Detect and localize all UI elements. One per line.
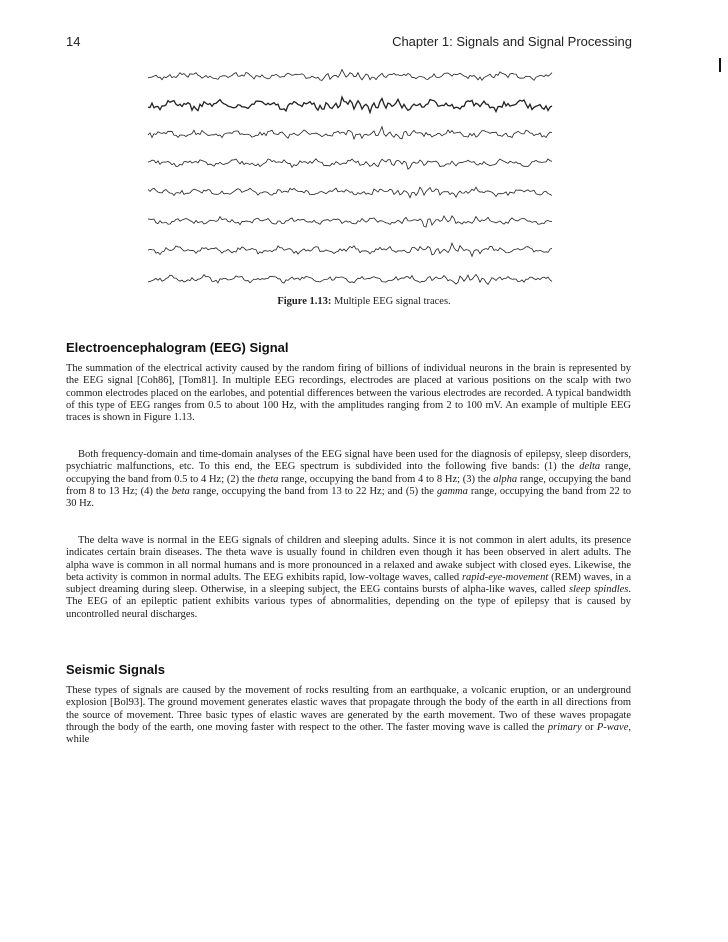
sleep-spindles-term: sleep spindles <box>568 584 629 596</box>
eeg-traces <box>140 64 560 296</box>
eeg-trace <box>148 187 552 198</box>
alpha-term: alpha <box>493 473 518 485</box>
eeg-paragraph-1: The summation of the electrical activity caused by the random firing of billions of individual neurons in the brain is represented by the EEG signal [Coh86], [Tom81]. In multiple EEG recordings, electrodes are placed at various positions on the scalp with two common electrodes placed on the earlobes, and potential differences between the various electrodes are recorded. A typical bandwidth of this type of EEG ranges from 0.5 to about 100 Hz, with the amplitudes ranging from 2 to 100 mV. An example of multiple EEG traces is shown in Figure 1.13. <box>66 363 631 424</box>
figure-caption-text: Multiple EEG signal traces. <box>331 296 451 307</box>
eeg-trace <box>148 216 552 227</box>
eeg-trace <box>148 127 552 139</box>
eeg-paragraph-2: Both frequency-domain and time-domain analyses of the EEG signal have been used for the diagnosis of epilepsy, sleep disorders, psychiatric malfunctions, etc. To this end, the EEG spectrum is subdivided into the following five bands: (1) the delta range, occupying the band from 0.5 to 4 Hz; (2) the theta range, occupying the band from 4 to 8 Hz; (3) the alpha range, occupying the band from 8 to 13 Hz; (4) the beta range, occupying the band from 13 to 22 Hz; and (5) the gamma range, occupying the band from 22 to 30 Hz. <box>66 449 631 510</box>
delta-term: delta <box>579 461 601 473</box>
beta-term: beta <box>171 485 190 497</box>
eeg-heading: Electroencephalogram (EEG) Signal <box>66 340 289 355</box>
figure-label: Figure 1.13: <box>277 296 332 307</box>
theta-term: theta <box>257 473 279 485</box>
eeg-trace <box>148 97 552 112</box>
eeg-figure <box>140 64 560 300</box>
chapter-title: Chapter 1: Signals and Signal Processing <box>392 34 632 49</box>
page-edge-mark <box>719 58 721 72</box>
p-wave-term: P-wave <box>596 721 629 733</box>
rem-term: rapid-eye-movement <box>461 571 549 583</box>
gamma-term: gamma <box>436 485 468 497</box>
eeg-trace <box>148 159 552 169</box>
seismic-paragraph-1: These types of signals are caused by the movement of rocks resulting from an earthquake, a volcanic eruption, or an underground explosion [Bol93]. The ground movement generates elastic waves that propagate through the body of the earth in all directions from the source of movement. Three basic types of elastic waves are generated by the earth movement. Two of these waves propagate through the body of the earth, one moving faster with respect to the other. The faster moving wave is called the primary or P-wave, while <box>66 685 632 746</box>
eeg-paragraph-3: The delta wave is normal in the EEG signals of children and sleeping adults. Since it is not common in alert adults, its presence indicates certain brain diseases. The theta wave is usually found in children even though it has been observed in alert adults. The alpha wave is common in all normal humans and is more pronounced in a relaxed and awake subject with closed eyes. Likewise, the beta activity is common in normal adults. The EEG exhibits rapid, low-voltage waves, called rapid-eye-movement (REM) waves, in a subject dreaming during sleep. Otherwise, in a sleeping subject, the EEG contains bursts of alpha-like waves, called sleep spindles. The EEG of an epileptic patient exhibits various types of abnormalities, depending on the type of epilepsy that is caused by uncontrolled neural discharges. <box>66 535 631 620</box>
seismic-heading: Seismic Signals <box>66 662 165 677</box>
figure-caption <box>0 296 728 307</box>
eeg-trace <box>148 275 552 285</box>
eeg-trace <box>148 243 552 256</box>
running-head <box>66 34 632 49</box>
page-number: 14 <box>66 34 81 49</box>
eeg-trace <box>148 70 552 81</box>
primary-term: primary <box>547 721 582 733</box>
